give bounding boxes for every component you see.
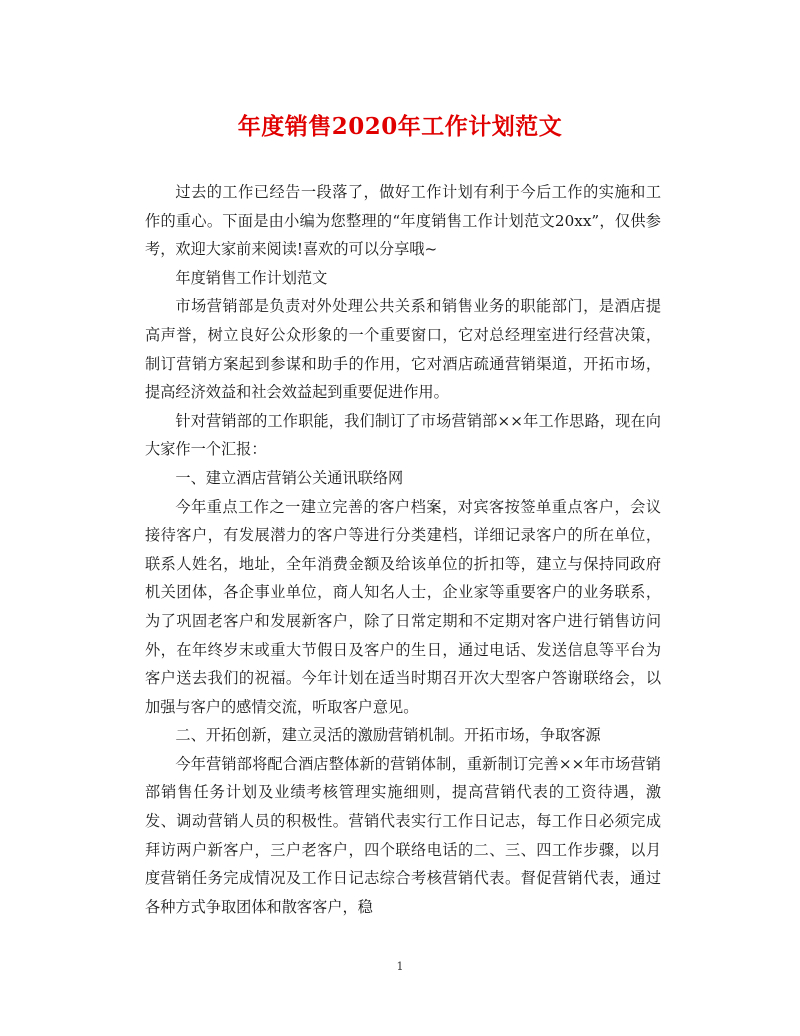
section-heading-1: 一、建立酒店营销公关通讯联络网 [175, 468, 404, 487]
page-number: 1 [396, 960, 404, 973]
paragraph-department: 市场营销部是负责对外处理公共关系和销售业务的职能部门，是酒店提高声誉，树立良好公众形象的一个重要窗口，它对总经理室进行经营决策，制订营销方案起到参谋和助手的作用，它对酒店疏通营销渠道，开拓市场，提高经济效益和社会效益起到重要促进作用。 [145, 297, 661, 402]
document-title: 年度销售2020年工作计划范文 [237, 113, 563, 140]
paragraph-section-1: 今年重点工作之一建立完善的客户档案，对宾客按签单重点客户，会议接待客户，有发展潜力的客户等进行分类建档，详细记录客户的所在单位，联系人姓名，地址，全年消费金额及给该单位的折扣等，建立与保持同政府机关团体，各企事业单位，商人知名人士，企业家等重要客户的业务联系，为了巩固老客户和发展新客户，除了日常定期和不定期对客户进行销售访问外，在年终岁末或重大节假日及客户的生日，通过电话、发送信息等平台为客户送去我们的祝福。今年计划在适当时期召开次大型客户答谢联络会，以加强与客户的感情交流，听取客户意见。 [145, 497, 661, 716]
section-heading-2: 二、开拓创新，建立灵活的激励营销机制。开拓市场，争取客源 [175, 726, 601, 745]
paragraph-section-2: 今年营销部将配合酒店整体新的营销体制，重新制订完善××年市场营销部销售任务计划及业绩考核管理实施细则，提高营销代表的工资待遇，激发、调动营销人员的积极性。营销代表实行工作日记志，每工作日必须完成拜访两户新客户，三户老客户，四个联络电话的二、三、四工作步骤，以月度营销任务完成情况及工作日记志综合考核营销代表。督促营销代表，通过各种方式争取团体和散客客户，稳 [145, 754, 661, 916]
paragraph-subtitle: 年度销售工作计划范文 [175, 268, 328, 287]
paragraph-intro: 过去的工作已经告一段落了，做好工作计划有利于今后工作的实施和工作的重心。下面是由小编为您整理的“年度销售工作计划范文20xx”，仅供参考，欢迎大家前来阅读!喜欢的可以分享哦~ [145, 183, 661, 259]
document-body [145, 178, 661, 921]
paragraph-report: 针对营销部的工作职能，我们制订了市场营销部××年工作思路，现在向大家作一个汇报： [145, 411, 661, 459]
